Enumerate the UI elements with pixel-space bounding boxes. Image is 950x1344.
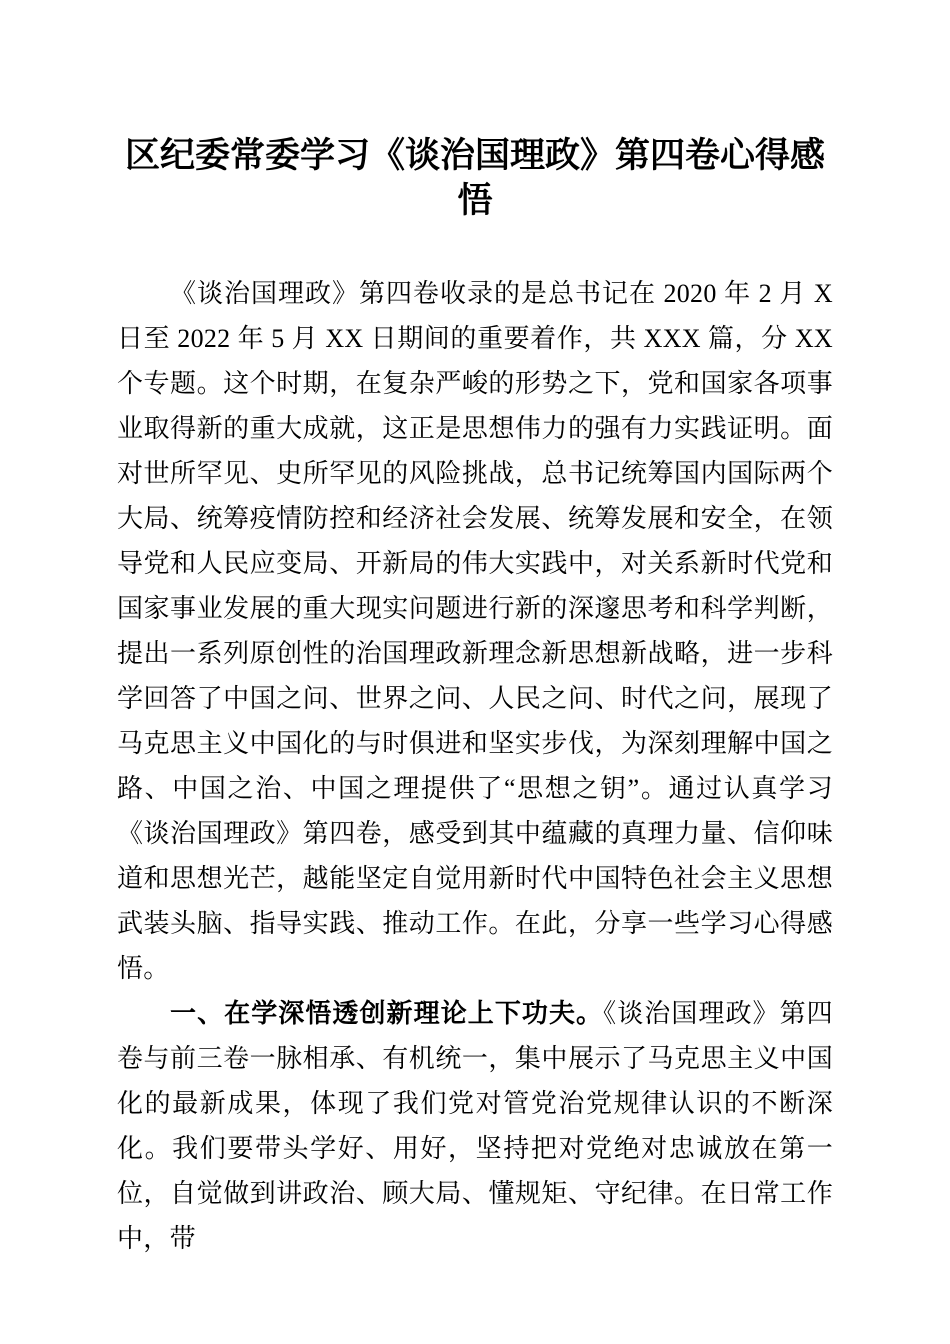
section-1-heading: 一、在学深悟透创新理论上下功夫。 — [170, 998, 604, 1028]
paragraph-text: 《谈治国理政》第四卷与前三卷一脉相承、有机统一，集中展示了马克思主义中国化的最新成果，体现了我们党对管党治党规律认识的不断深化。我们要带头学好、用好，坚持把对党绝对忠诚放在第一位，自觉做到讲政治、顾大局、懂规矩、守纪律。在日常工作中，带 — [117, 999, 833, 1253]
paragraph-text: 《谈治国理政》第四卷收录的是总书记在 2020 年 2 月 X 日至 2022 年 5 月 XX 日期间的重要着作，共 XXX 篇，分 XX 个专题。这个时期，在复杂严峻的形势之下，党和国家各项事业取得新的重大成就，这正是思想伟力的强有力实践证明。面对世所罕见、史所罕见的风险挑战，总书记统筹国内国际两个大局、统筹疫情防控和经济社会发展、统筹发展和安全，在领导党和人民应变局、开新局的伟大实践中，对关系新时代党和国家事业发展的重大现实问题进行新的深邃思考和科学判断，提出一系列原创性的治国理政新理念新思想新战略，进一步科学回答了中国之问、世界之问、人民之问、时代之问，展现了马克思主义中国化的与时俱进和坚实步伐，为深刻理解中国之路、中国之治、中国之理提供了“思想之钥”。通过认真学习《谈治国理政》第四卷，感受到其中蕴藏的真理力量、信仰味道和思想光芒，越能坚定自觉用新时代中国特色社会主义思想武装头脑、指导实践、推动工作。在此，分享一些学习心得感悟。 — [117, 279, 833, 983]
document-title: 区纪委常委学习《谈治国理政》第四卷心得感悟 — [124, 136, 825, 220]
paragraph-section-1 — [117, 991, 833, 1261]
paragraph-intro — [117, 271, 833, 991]
document-body — [117, 271, 833, 1261]
